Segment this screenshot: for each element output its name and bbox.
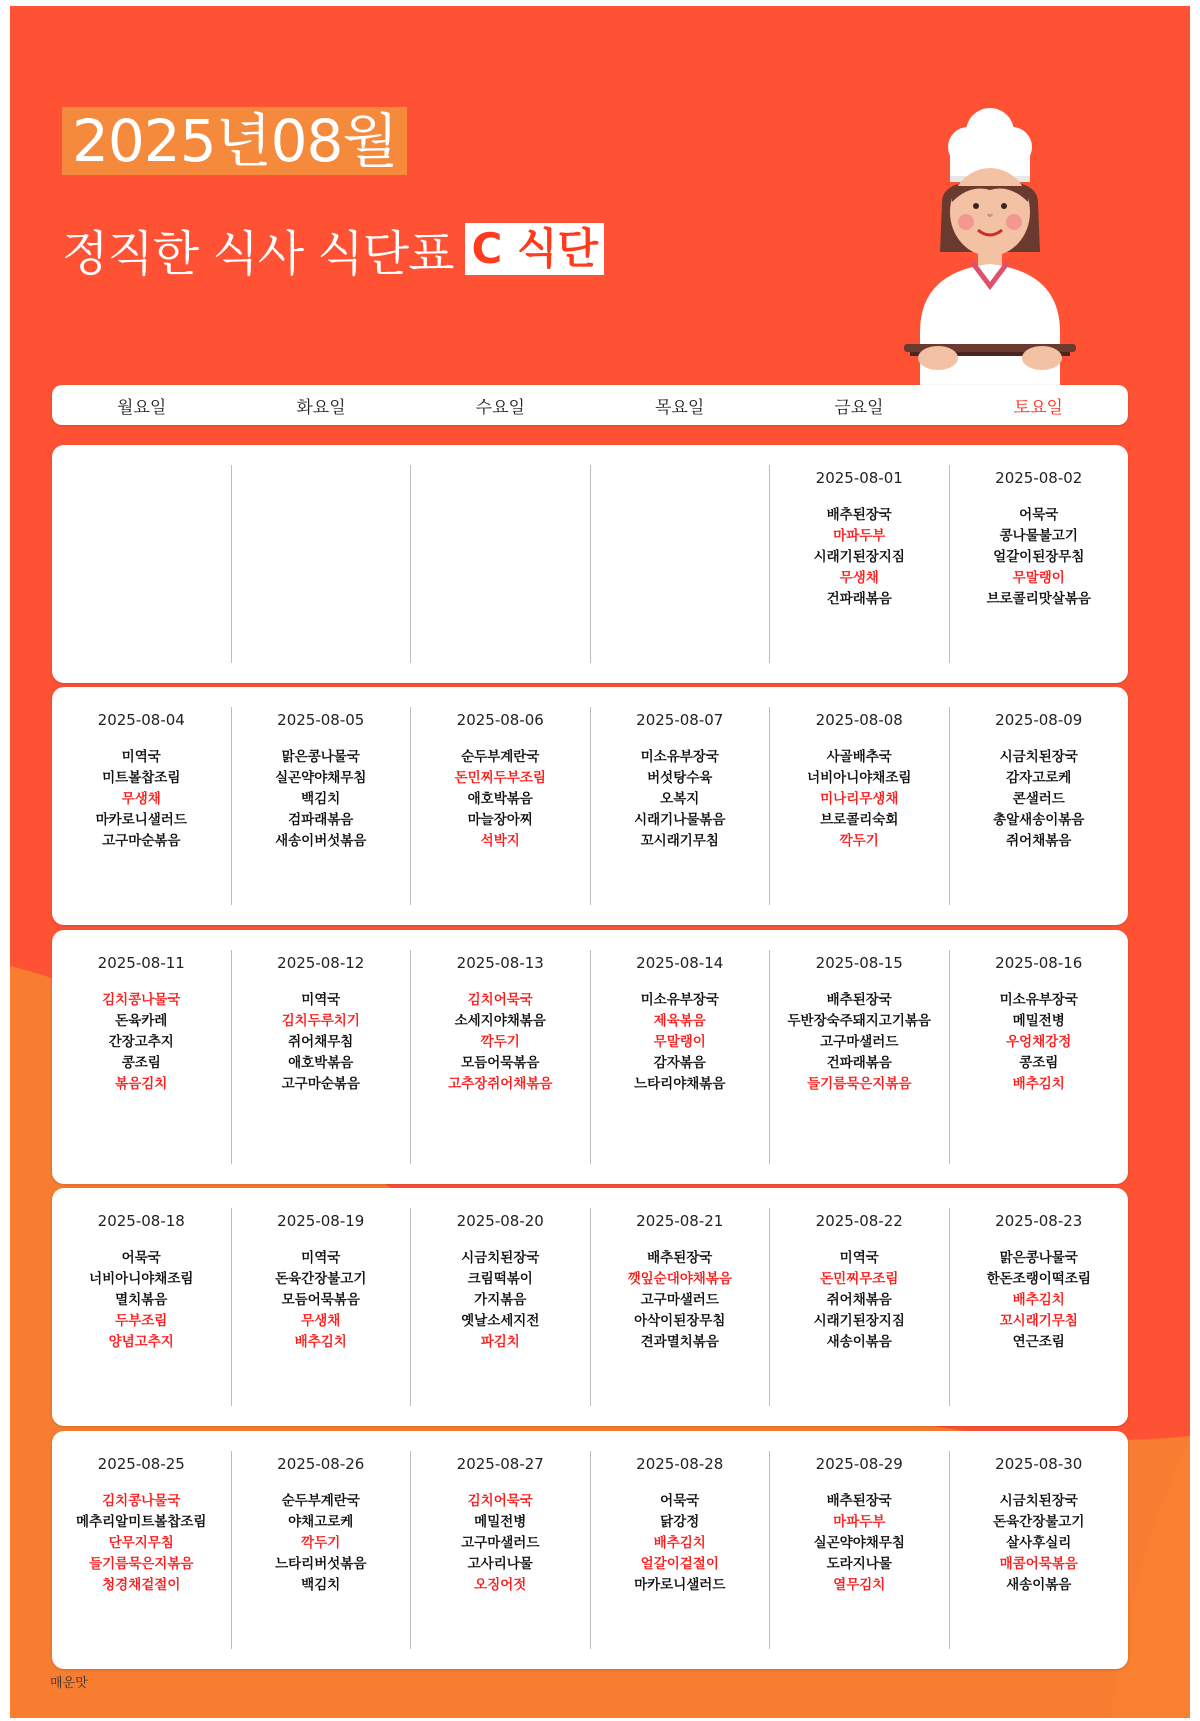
day-cell	[950, 1208, 1129, 1406]
day-date: 2025-08-18	[97, 1212, 185, 1230]
menu-item-spicy: 깍두기	[480, 1034, 520, 1050]
menu-item: 버섯탕수육	[647, 770, 713, 786]
day-date: 2025-08-27	[456, 1455, 544, 1473]
day-cell	[52, 1451, 232, 1649]
menu-item-spicy: 김치콩나물국	[102, 1493, 181, 1509]
day-date: 2025-08-22	[815, 1212, 903, 1230]
menu-list	[89, 1248, 193, 1353]
menu-item: 브로콜리숙회	[820, 812, 899, 828]
menu-list	[275, 747, 366, 852]
menu-item-spicy: 김치어묵국	[467, 1493, 533, 1509]
menu-item: 모듬어묵볶음	[281, 1292, 360, 1308]
menu-item: 쥐어채무침	[288, 1034, 354, 1050]
day-cell	[232, 1208, 412, 1406]
menu-item-spicy: 김치콩나물국	[102, 992, 181, 1008]
menu-item: 너비아니야채조림	[807, 770, 912, 786]
day-cell	[950, 707, 1129, 905]
menu-item: 미역국	[121, 749, 161, 765]
menu-list	[634, 747, 725, 852]
menu-item: 어묵국	[660, 1493, 700, 1509]
menu-item: 한돈조랭이떡조림	[986, 1271, 1091, 1287]
day-cell	[52, 1208, 232, 1406]
menu-item: 감자고로케	[1006, 770, 1072, 786]
menu-item: 맑은콩나물국	[281, 749, 360, 765]
menu-item: 어묵국	[121, 1250, 161, 1266]
menu-item: 살사후실리	[1006, 1535, 1072, 1551]
day-date: 2025-08-09	[995, 711, 1083, 729]
menu-item: 배추된장국	[826, 507, 892, 523]
day-cell	[411, 950, 591, 1164]
menu-item: 고사리나물	[467, 1556, 533, 1572]
menu-item: 새송이볶음	[1006, 1577, 1072, 1593]
menu-list	[102, 990, 180, 1095]
menu-item-spicy: 무말랭이	[653, 1034, 706, 1050]
menu-list	[987, 505, 1091, 610]
weekday-thu: 목요일	[655, 397, 705, 418]
day-date: 2025-08-30	[995, 1455, 1083, 1473]
menu-list	[634, 990, 725, 1095]
menu-list	[455, 747, 546, 852]
menu-item: 소세지야채볶음	[454, 1013, 546, 1029]
menu-item: 맑은콩나물국	[999, 1250, 1078, 1266]
weekday-wed: 수요일	[475, 397, 525, 418]
menu-item: 콩조림	[1019, 1055, 1059, 1071]
day-date: 2025-08-19	[277, 1212, 365, 1230]
menu-item-spicy: 무생채	[121, 791, 161, 807]
menu-item: 실곤약야채무침	[813, 1535, 905, 1551]
menu-item: 멸치볶음	[115, 1292, 168, 1308]
week-row	[52, 1188, 1128, 1426]
menu-item-spicy: 들기름묵은지볶음	[89, 1556, 194, 1572]
menu-item: 실곤약야채무침	[275, 770, 367, 786]
menu-item: 고구마순볶음	[102, 833, 181, 849]
day-date: 2025-08-16	[995, 954, 1083, 972]
weekday-sat: 토요일	[1013, 397, 1063, 418]
menu-item: 건파래볶음	[826, 591, 892, 607]
page-title: 정직한 식사 식단표	[62, 225, 454, 282]
menu-item: 배추된장국	[826, 992, 892, 1008]
day-date: 2025-08-23	[995, 1212, 1083, 1230]
menu-item: 쥐어채볶음	[1006, 833, 1072, 849]
day-cell	[770, 465, 950, 663]
menu-item: 연근조림	[1012, 1334, 1065, 1350]
day-cell	[591, 465, 771, 663]
day-cell	[591, 950, 771, 1164]
day-date: 2025-08-26	[277, 1455, 365, 1473]
menu-item-spicy: 우엉채강정	[1006, 1034, 1072, 1050]
menu-item-spicy: 볶음김치	[115, 1076, 168, 1092]
menu-item: 사골배추국	[826, 749, 892, 765]
menu-item: 감자볶음	[653, 1055, 706, 1071]
menu-item-spicy: 석박지	[480, 833, 520, 849]
day-date: 2025-08-07	[636, 711, 724, 729]
menu-item: 메밀전병	[1012, 1013, 1065, 1029]
menu-item-spicy: 무말랭이	[1012, 570, 1065, 586]
menu-item-spicy: 돈민찌무조림	[820, 1271, 899, 1287]
year-month-heading: 2025년08월	[62, 107, 407, 175]
menu-item: 미역국	[301, 1250, 341, 1266]
menu-item-spicy: 미나리무생채	[820, 791, 899, 807]
menu-item: 미트볼찹조림	[102, 770, 181, 786]
menu-item: 크림떡볶이	[467, 1271, 533, 1287]
day-cell	[950, 1451, 1129, 1649]
menu-list	[76, 1491, 206, 1596]
menu-item-spicy: 들기름묵은지볶음	[807, 1076, 912, 1092]
menu-item: 마카로니샐러드	[634, 1577, 726, 1593]
day-cell	[232, 707, 412, 905]
week-row	[52, 1431, 1128, 1669]
title-row	[62, 219, 604, 282]
day-date: 2025-08-21	[636, 1212, 724, 1230]
day-cell	[591, 1208, 771, 1406]
day-cell	[591, 707, 771, 905]
week-row	[52, 445, 1128, 683]
day-date: 2025-08-20	[456, 1212, 544, 1230]
menu-item: 야채고로케	[288, 1514, 354, 1530]
day-cell	[950, 950, 1129, 1164]
menu-item: 시금치된장국	[999, 749, 1078, 765]
menu-item-spicy: 깍두기	[301, 1535, 341, 1551]
menu-item-spicy: 얼갈이겉절이	[640, 1556, 719, 1572]
menu-item: 느타리야채볶음	[634, 1076, 726, 1092]
day-date: 2025-08-05	[277, 711, 365, 729]
menu-item: 메추리알미트볼찹조림	[76, 1514, 207, 1530]
menu-item: 옛날소세지전	[461, 1313, 540, 1329]
day-date: 2025-08-06	[456, 711, 544, 729]
menu-item: 마늘장아찌	[467, 812, 533, 828]
menu-list	[814, 1491, 905, 1596]
menu-item: 검파래볶음	[288, 812, 354, 828]
menu-list	[788, 990, 931, 1095]
menu-item-spicy: 파김치	[480, 1334, 520, 1350]
menu-item: 고구마샐러드	[461, 1535, 540, 1551]
day-date: 2025-08-13	[456, 954, 544, 972]
menu-item: 가지볶음	[474, 1292, 527, 1308]
menu-item: 마카로니샐러드	[95, 812, 187, 828]
menu-list	[993, 1491, 1084, 1596]
menu-item-spicy: 무생채	[301, 1313, 341, 1329]
chef-illustration	[890, 102, 1090, 402]
menu-item: 시래기된장지짐	[813, 549, 905, 565]
menu-item: 애호박볶음	[467, 791, 533, 807]
day-cell	[232, 1451, 412, 1649]
menu-item-spicy: 제육볶음	[653, 1013, 706, 1029]
menu-list	[634, 1491, 725, 1596]
day-date: 2025-08-01	[815, 469, 903, 487]
menu-item: 콘샐러드	[1012, 791, 1065, 807]
menu-item: 모듬어묵볶음	[461, 1055, 540, 1071]
menu-list	[461, 1248, 539, 1353]
menu-item: 얼갈이된장무침	[993, 549, 1085, 565]
menu-item-spicy: 배추김치	[294, 1334, 347, 1350]
menu-item: 배추된장국	[647, 1250, 713, 1266]
menu-list	[993, 747, 1084, 852]
day-cell	[770, 950, 950, 1164]
menu-item: 시금치된장국	[999, 1493, 1078, 1509]
menu-item: 시래기나물볶음	[634, 812, 726, 828]
menu-item: 너비아니야채조림	[89, 1271, 194, 1287]
day-date: 2025-08-02	[995, 469, 1083, 487]
menu-item: 백김치	[301, 1577, 341, 1593]
day-cell	[591, 1451, 771, 1649]
menu-item: 미소유부장국	[640, 992, 719, 1008]
menu-item-spicy: 단무지무침	[108, 1535, 174, 1551]
menu-item: 돈육간장불고기	[993, 1514, 1085, 1530]
weekday-mon: 월요일	[117, 397, 167, 418]
week-row	[52, 687, 1128, 925]
menu-item-spicy: 열무김치	[833, 1577, 886, 1593]
day-cell	[411, 465, 591, 663]
menu-item-spicy: 꼬시래기무침	[999, 1313, 1078, 1329]
menu-item-spicy: 배추김치	[1012, 1292, 1065, 1308]
menu-item: 돈육카레	[115, 1013, 168, 1029]
menu-list	[807, 747, 911, 852]
menu-item: 시금치된장국	[461, 1250, 540, 1266]
menu-item: 순두부계란국	[281, 1493, 360, 1509]
plan-badge: C 식단	[465, 223, 604, 275]
menu-item: 오복지	[660, 791, 700, 807]
menu-item: 두반장숙주돼지고기볶음	[787, 1013, 931, 1029]
menu-item-spicy: 배추김치	[653, 1535, 706, 1551]
weekday-fri: 금요일	[834, 397, 884, 418]
menu-item: 메밀전병	[474, 1514, 527, 1530]
day-cell	[950, 465, 1129, 663]
menu-item: 꼬시래기무침	[640, 833, 719, 849]
menu-item: 미소유부장국	[640, 749, 719, 765]
menu-item: 고구마샐러드	[640, 1292, 719, 1308]
menu-item: 애호박볶음	[288, 1055, 354, 1071]
day-date: 2025-08-12	[277, 954, 365, 972]
menu-item-spicy: 김치어묵국	[467, 992, 533, 1008]
day-date: 2025-08-14	[636, 954, 724, 972]
menu-item: 쥐어채볶음	[826, 1292, 892, 1308]
menu-item: 아삭이된장무침	[634, 1313, 726, 1329]
day-date: 2025-08-15	[815, 954, 903, 972]
day-date: 2025-08-11	[97, 954, 185, 972]
menu-item-spicy: 두부조림	[115, 1313, 168, 1329]
spicy-legend: 매운맛	[50, 1676, 88, 1691]
day-date: 2025-08-04	[97, 711, 185, 729]
menu-item: 순두부계란국	[461, 749, 540, 765]
menu-list	[814, 1248, 905, 1353]
day-cell	[411, 1451, 591, 1649]
menu-item-spicy: 김치두루치기	[281, 1013, 360, 1029]
menu-item: 배추된장국	[826, 1493, 892, 1509]
menu-list	[96, 747, 187, 852]
menu-item: 백김치	[301, 791, 341, 807]
day-cell	[770, 1451, 950, 1649]
day-date: 2025-08-08	[815, 711, 903, 729]
menu-item-spicy: 배추김치	[1012, 1076, 1065, 1092]
menu-item: 콩나물불고기	[999, 528, 1078, 544]
menu-item: 고구마순볶음	[281, 1076, 360, 1092]
day-cell	[232, 465, 412, 663]
menu-item: 미소유부장국	[999, 992, 1078, 1008]
menu-list	[275, 1248, 366, 1353]
day-cell	[52, 465, 232, 663]
menu-item: 새송이버섯볶음	[275, 833, 367, 849]
menu-list	[1000, 990, 1078, 1095]
day-cell	[770, 1208, 950, 1406]
menu-list	[628, 1248, 732, 1353]
day-date: 2025-08-25	[97, 1455, 185, 1473]
menu-item-spicy: 고추장쥐어채볶음	[448, 1076, 553, 1092]
menu-item: 돈육간장불고기	[275, 1271, 367, 1287]
menu-item: 닭강정	[660, 1514, 700, 1530]
day-cell	[770, 707, 950, 905]
menu-item-spicy: 오징어젓	[474, 1577, 527, 1593]
menu-item-spicy: 돈민찌두부조림	[454, 770, 546, 786]
menu-item-spicy: 마파두부	[833, 1514, 886, 1530]
menu-item: 시래기된장지짐	[813, 1313, 905, 1329]
menu-list	[448, 990, 552, 1095]
menu-item: 브로콜리맛살볶음	[986, 591, 1091, 607]
menu-item: 고구마샐러드	[820, 1034, 899, 1050]
menu-item: 미역국	[301, 992, 341, 1008]
day-cell	[411, 707, 591, 905]
menu-item: 콩조림	[121, 1055, 161, 1071]
weekday-header	[52, 385, 1128, 425]
day-cell	[52, 950, 232, 1164]
menu-item: 미역국	[839, 1250, 879, 1266]
weekday-tue: 화요일	[296, 397, 346, 418]
menu-list	[461, 1491, 539, 1596]
menu-item-spicy: 무생채	[839, 570, 879, 586]
menu-item-spicy: 마파두부	[833, 528, 886, 544]
menu-item: 도라지나물	[826, 1556, 892, 1572]
day-date: 2025-08-29	[815, 1455, 903, 1473]
menu-list	[987, 1248, 1091, 1353]
week-row	[52, 930, 1128, 1184]
menu-item-spicy: 깍두기	[839, 833, 879, 849]
day-cell	[411, 1208, 591, 1406]
menu-item: 건파래볶음	[826, 1055, 892, 1071]
menu-item-spicy: 청경채겉절이	[102, 1577, 181, 1593]
menu-item: 총알새송이볶음	[993, 812, 1085, 828]
menu-list	[814, 505, 905, 610]
menu-item-spicy: 매콤어묵볶음	[999, 1556, 1078, 1572]
menu-item: 견과멸치볶음	[640, 1334, 719, 1350]
day-cell	[232, 950, 412, 1164]
menu-item-spicy: 양념고추지	[108, 1334, 174, 1350]
menu-item: 새송이볶음	[826, 1334, 892, 1350]
menu-list	[275, 1491, 366, 1596]
menu-item: 어묵국	[1019, 507, 1059, 523]
menu-list	[282, 990, 360, 1095]
menu-item-spicy: 깻잎순대야채볶음	[627, 1271, 732, 1287]
day-cell	[52, 707, 232, 905]
menu-item: 느타리버섯볶음	[275, 1556, 367, 1572]
day-date: 2025-08-28	[636, 1455, 724, 1473]
menu-item: 간장고추지	[108, 1034, 174, 1050]
